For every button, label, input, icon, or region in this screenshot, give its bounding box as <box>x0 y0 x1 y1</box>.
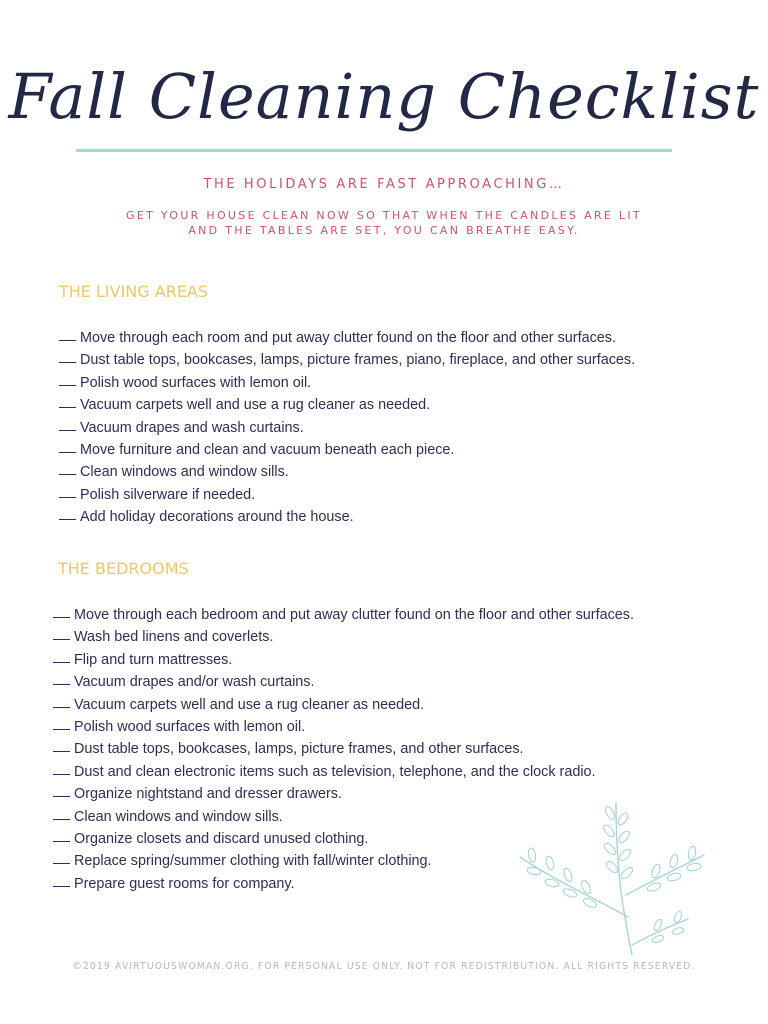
checkbox-blank[interactable] <box>53 773 70 775</box>
checklist-item-text: Vacuum drapes and wash curtains. <box>80 419 304 436</box>
checkbox-blank[interactable] <box>53 862 70 864</box>
checkbox-blank[interactable] <box>59 473 76 475</box>
checklist-item-text: Vacuum drapes and/or wash curtains. <box>74 674 315 691</box>
checkbox-blank[interactable] <box>53 795 70 797</box>
checkbox-blank[interactable] <box>53 818 70 820</box>
checklist-item <box>53 626 634 648</box>
checklist-item-text: Replace spring/summer clothing with fall/winter clothing. <box>74 853 432 870</box>
checklist-item-text: Clean windows and window sills. <box>74 808 283 825</box>
checklist-item <box>59 439 635 461</box>
checklist-item <box>53 671 634 693</box>
checkbox-blank[interactable] <box>53 885 70 887</box>
checkbox-blank[interactable] <box>59 384 76 386</box>
checklist-item-text: Clean windows and window sills. <box>80 464 289 481</box>
checkbox-blank[interactable] <box>53 661 70 663</box>
checklist-item-text: Vacuum carpets well and use a rug cleaner as needed. <box>80 397 431 414</box>
checkbox-blank[interactable] <box>53 750 70 752</box>
intro-line-2: AND THE TABLES ARE SET, YOU CAN BREATHE EASY. <box>188 224 580 237</box>
checklist-item <box>53 604 634 626</box>
checklist-item-text: Polish wood surfaces with lemon oil. <box>74 718 306 735</box>
checklist-item-text: Polish wood surfaces with lemon oil. <box>80 374 312 391</box>
checkbox-blank[interactable] <box>59 496 76 498</box>
leaf-sprig-icon <box>512 795 712 960</box>
checkbox-blank[interactable] <box>53 728 70 730</box>
checkbox-blank[interactable] <box>53 840 70 842</box>
checkbox-blank[interactable] <box>59 361 76 363</box>
checkbox-blank[interactable] <box>53 706 70 708</box>
checklist-item <box>53 694 634 716</box>
living-areas-heading: THE LIVING AREAS <box>59 282 209 301</box>
checklist-item-text: Polish silverware if needed. <box>80 486 256 503</box>
checkbox-blank[interactable] <box>53 638 70 640</box>
checklist-item-text: Flip and turn mattresses. <box>74 651 233 668</box>
checklist-item <box>59 461 635 483</box>
checklist-item-text: Add holiday decorations around the house. <box>80 509 354 526</box>
copyright-footer: ©2019 AVIRTUOUSWOMAN.ORG. FOR PERSONAL USE ONLY. NOT FOR REDISTRIBUTION. ALL RIGHTS RESERVED. <box>72 961 696 972</box>
checkbox-blank[interactable] <box>59 339 76 341</box>
intro-text <box>0 208 768 238</box>
checklist-item <box>59 349 635 371</box>
checklist-item <box>53 716 634 738</box>
checklist-item-text: Wash bed linens and coverlets. <box>74 629 274 646</box>
checklist-item <box>59 417 635 439</box>
checkbox-blank[interactable] <box>59 429 76 431</box>
checklist-item-text: Dust and clean electronic items such as television, telephone, and the clock radio. <box>74 763 596 780</box>
checklist-item-text: Organize closets and discard unused clothing. <box>74 830 369 847</box>
intro-line-1: GET YOUR HOUSE CLEAN NOW SO THAT WHEN THE CANDLES ARE LIT <box>126 209 642 222</box>
checklist-item-text: Organize nightstand and dresser drawers. <box>74 786 342 803</box>
bedrooms-heading: THE BEDROOMS <box>58 559 189 578</box>
checklist-item <box>53 649 634 671</box>
page-title: Fall Cleaning Checklist <box>8 60 760 133</box>
checklist-item-text: Move through each room and put away clutter found on the floor and other surfaces. <box>80 330 616 346</box>
checklist-item <box>53 738 634 760</box>
checklist-item <box>59 372 635 394</box>
subtitle: THE HOLIDAYS ARE FAST APPROACHING… <box>203 177 565 192</box>
checkbox-blank[interactable] <box>59 518 76 520</box>
checkbox-blank[interactable] <box>53 616 70 618</box>
checklist-item <box>59 484 635 506</box>
checkbox-blank[interactable] <box>59 406 76 408</box>
checklist-item-text: Dust table tops, bookcases, lamps, picture frames, piano, fireplace, and other surfaces. <box>80 352 636 369</box>
living-areas-checklist <box>59 327 635 529</box>
title-underline <box>76 149 672 152</box>
checklist-item <box>59 394 635 416</box>
checklist-item-text: Move furniture and clean and vacuum beneath each piece. <box>80 441 455 458</box>
checklist-item-text: Dust table tops, bookcases, lamps, picture frames, and other surfaces. <box>74 741 524 758</box>
checklist-item-text: Prepare guest rooms for company. <box>74 875 295 892</box>
checklist-item-text: Move through each bedroom and put away clutter found on the floor and other surfaces. <box>74 607 634 623</box>
checklist-item <box>53 761 634 783</box>
checkbox-blank[interactable] <box>59 451 76 453</box>
checklist-item <box>59 327 635 349</box>
checklist-item-text: Vacuum carpets well and use a rug cleaner as needed. <box>74 696 425 713</box>
checklist-item <box>59 506 635 528</box>
checkbox-blank[interactable] <box>53 683 70 685</box>
